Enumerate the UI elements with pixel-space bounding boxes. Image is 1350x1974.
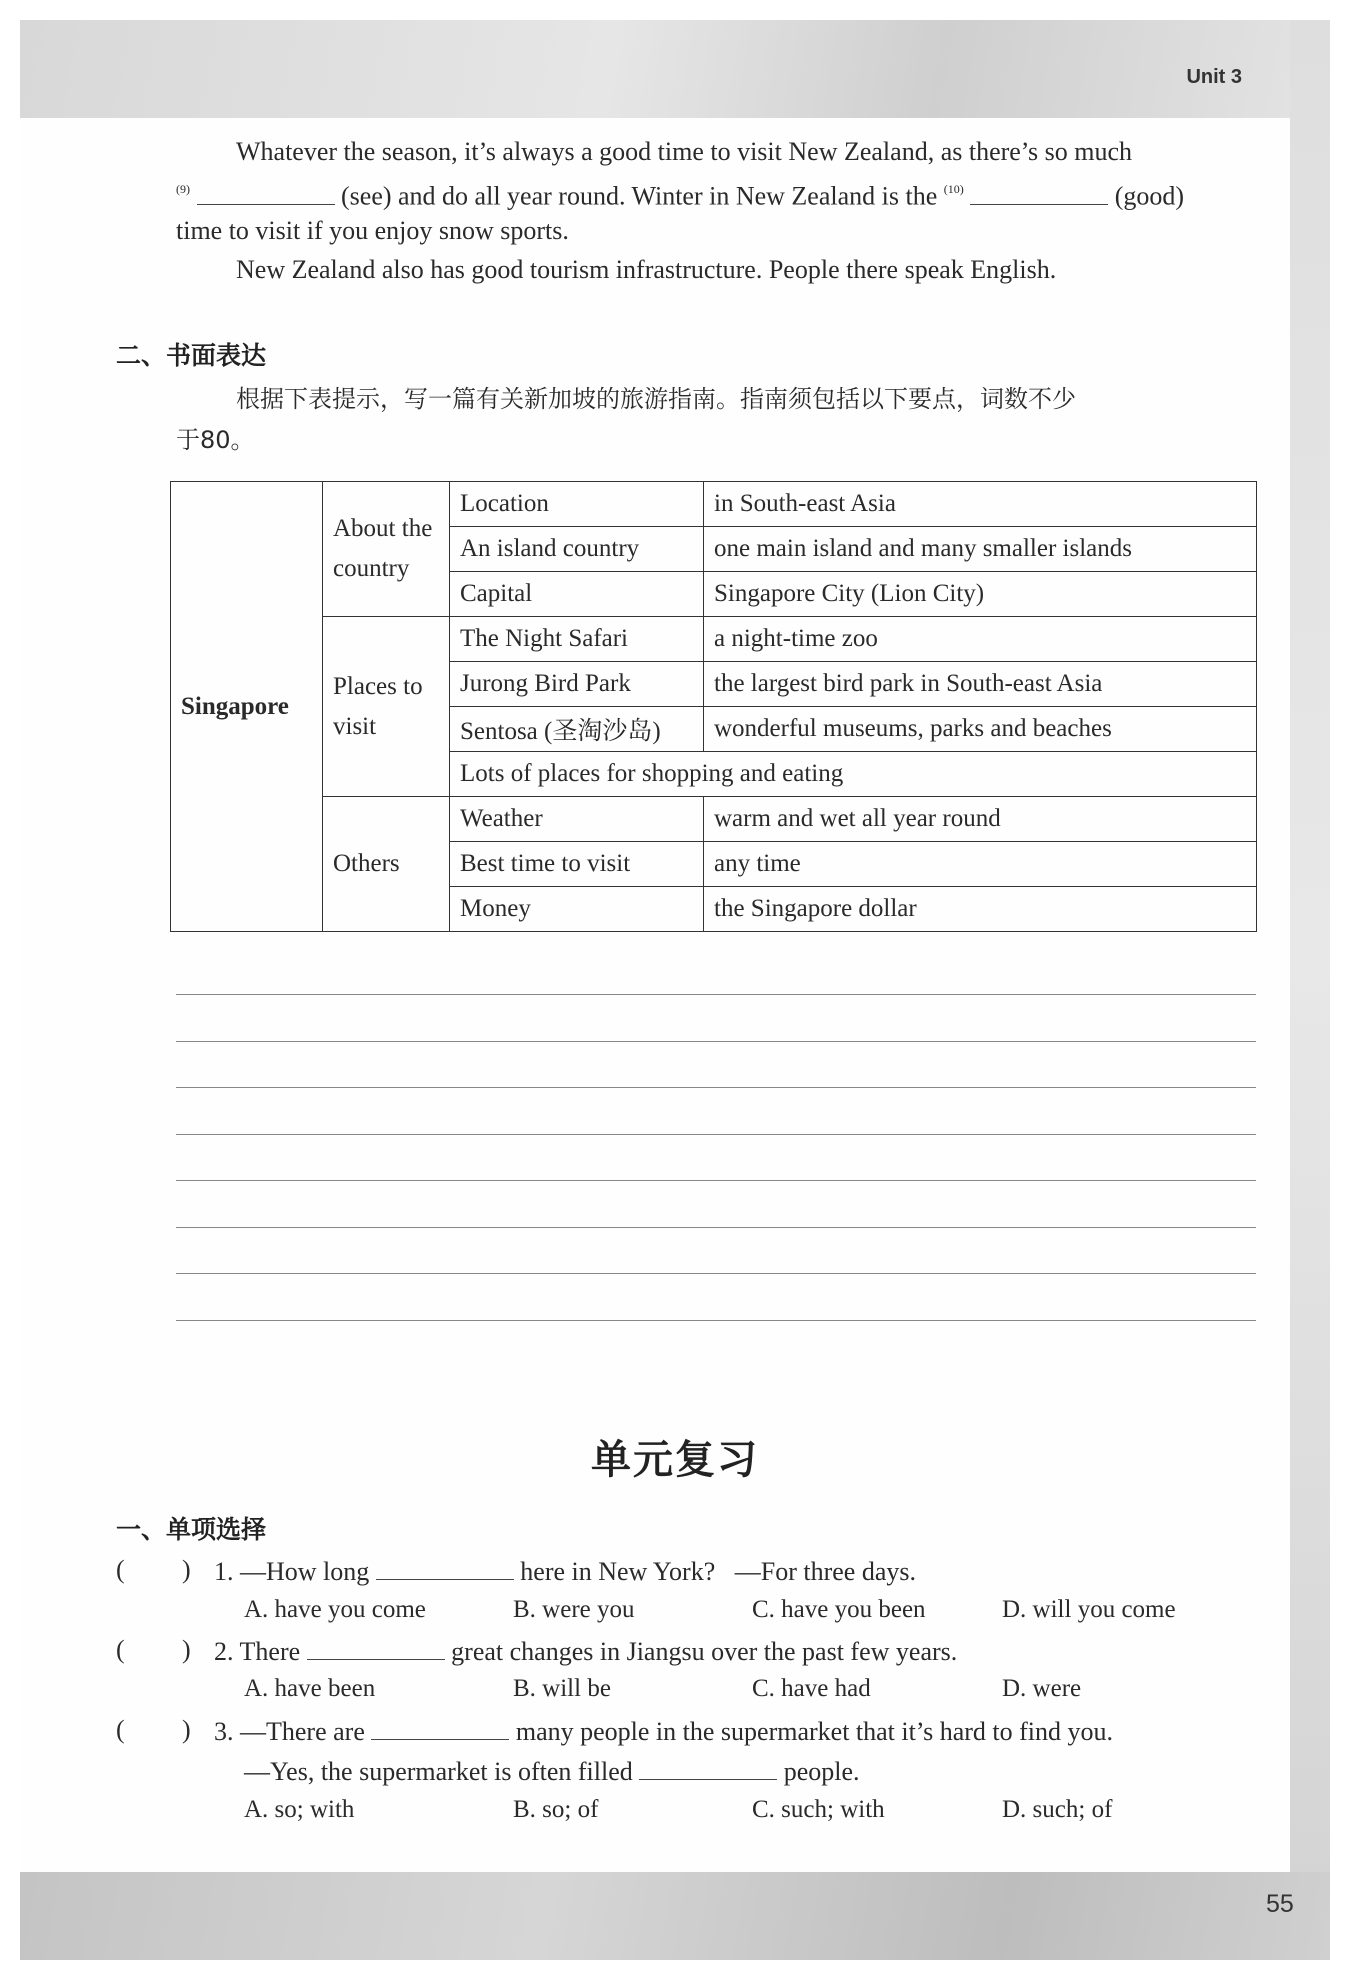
table-value: Singapore City (Lion City) [704,572,1257,617]
passage-line-2 [176,176,1184,212]
table-value: wonderful museums, parks and beaches [704,707,1257,752]
option-b[interactable]: B. so; of [513,1796,599,1823]
writing-line[interactable] [176,1180,1256,1181]
option-d[interactable]: D. such; of [1002,1796,1113,1823]
writing-section-title: 二、书面表达 [116,341,267,370]
option-a[interactable]: A. have you come [244,1596,426,1623]
table-value: warm and wet all year round [704,797,1257,842]
question-reply: —For three days. [734,1557,916,1586]
blank-9-hint: (see) and do all year round. Winter in New Zealand is the [341,181,938,211]
table-value: in South-east Asia [704,482,1257,527]
question-1 [214,1555,916,1587]
answer-blank[interactable] [376,1555,514,1580]
review-title: 单元复习 [591,1437,759,1483]
writing-line[interactable] [176,1320,1256,1321]
answer-blank[interactable] [307,1635,445,1660]
answer-paren-open: ( [116,1715,125,1744]
table-value: the largest bird park in South-east Asia [704,662,1257,707]
table-key: An island country [450,527,704,572]
option-b[interactable]: B. will be [513,1675,611,1702]
table-key: Capital [450,572,704,617]
writing-line[interactable] [176,1041,1256,1042]
group-others: Others [323,797,450,932]
question-number: 2. [214,1637,234,1666]
choice-section-title: 一、单项选择 [116,1515,267,1544]
writing-line[interactable] [176,994,1256,995]
table-key: Sentosa (圣淘沙岛) [450,707,704,752]
page-shadow-bottom [20,1872,1330,1960]
passage-line-3: time to visit if you enjoy snow sports. [176,216,569,245]
question-text: —How long [240,1557,370,1586]
passage-line-4: New Zealand also has good tourism infrastructure. People there speak English. [236,255,1057,284]
answer-paren-close: ) [182,1635,191,1664]
passage-line-1: Whatever the season, it’s always a good time to visit New Zealand, as there’s so much [236,137,1133,166]
page-shadow-right [1290,20,1330,1890]
writing-line[interactable] [176,1134,1256,1135]
table-key: Location [450,482,704,527]
blank-10-label: (10) [943,182,964,196]
country-cell: Singapore [171,482,323,932]
option-d[interactable]: D. will you come [1002,1596,1176,1623]
writing-line[interactable] [176,1087,1256,1088]
table-key: Jurong Bird Park [450,662,704,707]
page-shadow-top [20,20,1330,118]
table-key: The Night Safari [450,617,704,662]
blank-9[interactable] [197,180,335,205]
option-c[interactable]: C. have you been [752,1596,926,1623]
table-value: the Singapore dollar [704,887,1257,932]
table-value: a night-time zoo [704,617,1257,662]
question-text: here in New York? [520,1557,716,1586]
question-3-line-2 [244,1755,860,1787]
singapore-info-table [170,481,1257,932]
table-value: any time [704,842,1257,887]
option-c[interactable]: C. such; with [752,1796,885,1823]
answer-paren-close: ) [182,1555,191,1584]
question-text: great changes in Jiangsu over the past few years. [451,1637,958,1666]
answer-blank[interactable] [639,1755,777,1780]
question-3 [214,1715,1113,1747]
option-a[interactable]: A. have been [244,1675,376,1702]
writing-line[interactable] [176,1227,1256,1228]
table-key: Money [450,887,704,932]
table-value: one main island and many smaller islands [704,527,1257,572]
question-text: —There are [240,1717,365,1746]
blank-10-hint: (good) [1114,181,1185,211]
table-key: Best time to visit [450,842,704,887]
question-2 [214,1635,957,1667]
answer-blank[interactable] [371,1715,509,1740]
question-text: —Yes, the supermarket is often filled [244,1757,633,1786]
option-d[interactable]: D. were [1002,1675,1082,1702]
option-c[interactable]: C. have had [752,1675,871,1702]
answer-paren-open: ( [116,1635,125,1664]
question-number: 1. [214,1557,234,1586]
blank-10[interactable] [970,180,1108,205]
blank-9-label: (9) [176,182,190,196]
writing-line[interactable] [176,1273,1256,1274]
table-key: Weather [450,797,704,842]
writing-instruction-2: 于80。 [176,426,255,454]
unit-label: Unit 3 [1186,66,1242,88]
page-number: 55 [1266,1890,1294,1918]
answer-paren-open: ( [116,1555,125,1584]
question-text: people. [783,1757,860,1786]
answer-paren-close: ) [182,1715,191,1744]
option-a[interactable]: A. so; with [244,1796,355,1823]
writing-instruction-1: 根据下表提示，写一篇有关新加坡的旅游指南。指南须包括以下要点，词数不少 [236,385,1076,413]
question-number: 3. [214,1717,234,1746]
question-text: There [239,1637,301,1666]
option-b[interactable]: B. were you [513,1596,635,1623]
table-merged-row: Lots of places for shopping and eating [450,752,1257,797]
group-about-country: About the country [323,482,450,617]
question-text: many people in the supermarket that it’s hard to find you. [515,1717,1113,1746]
group-places-to-visit: Places to visit [323,617,450,797]
